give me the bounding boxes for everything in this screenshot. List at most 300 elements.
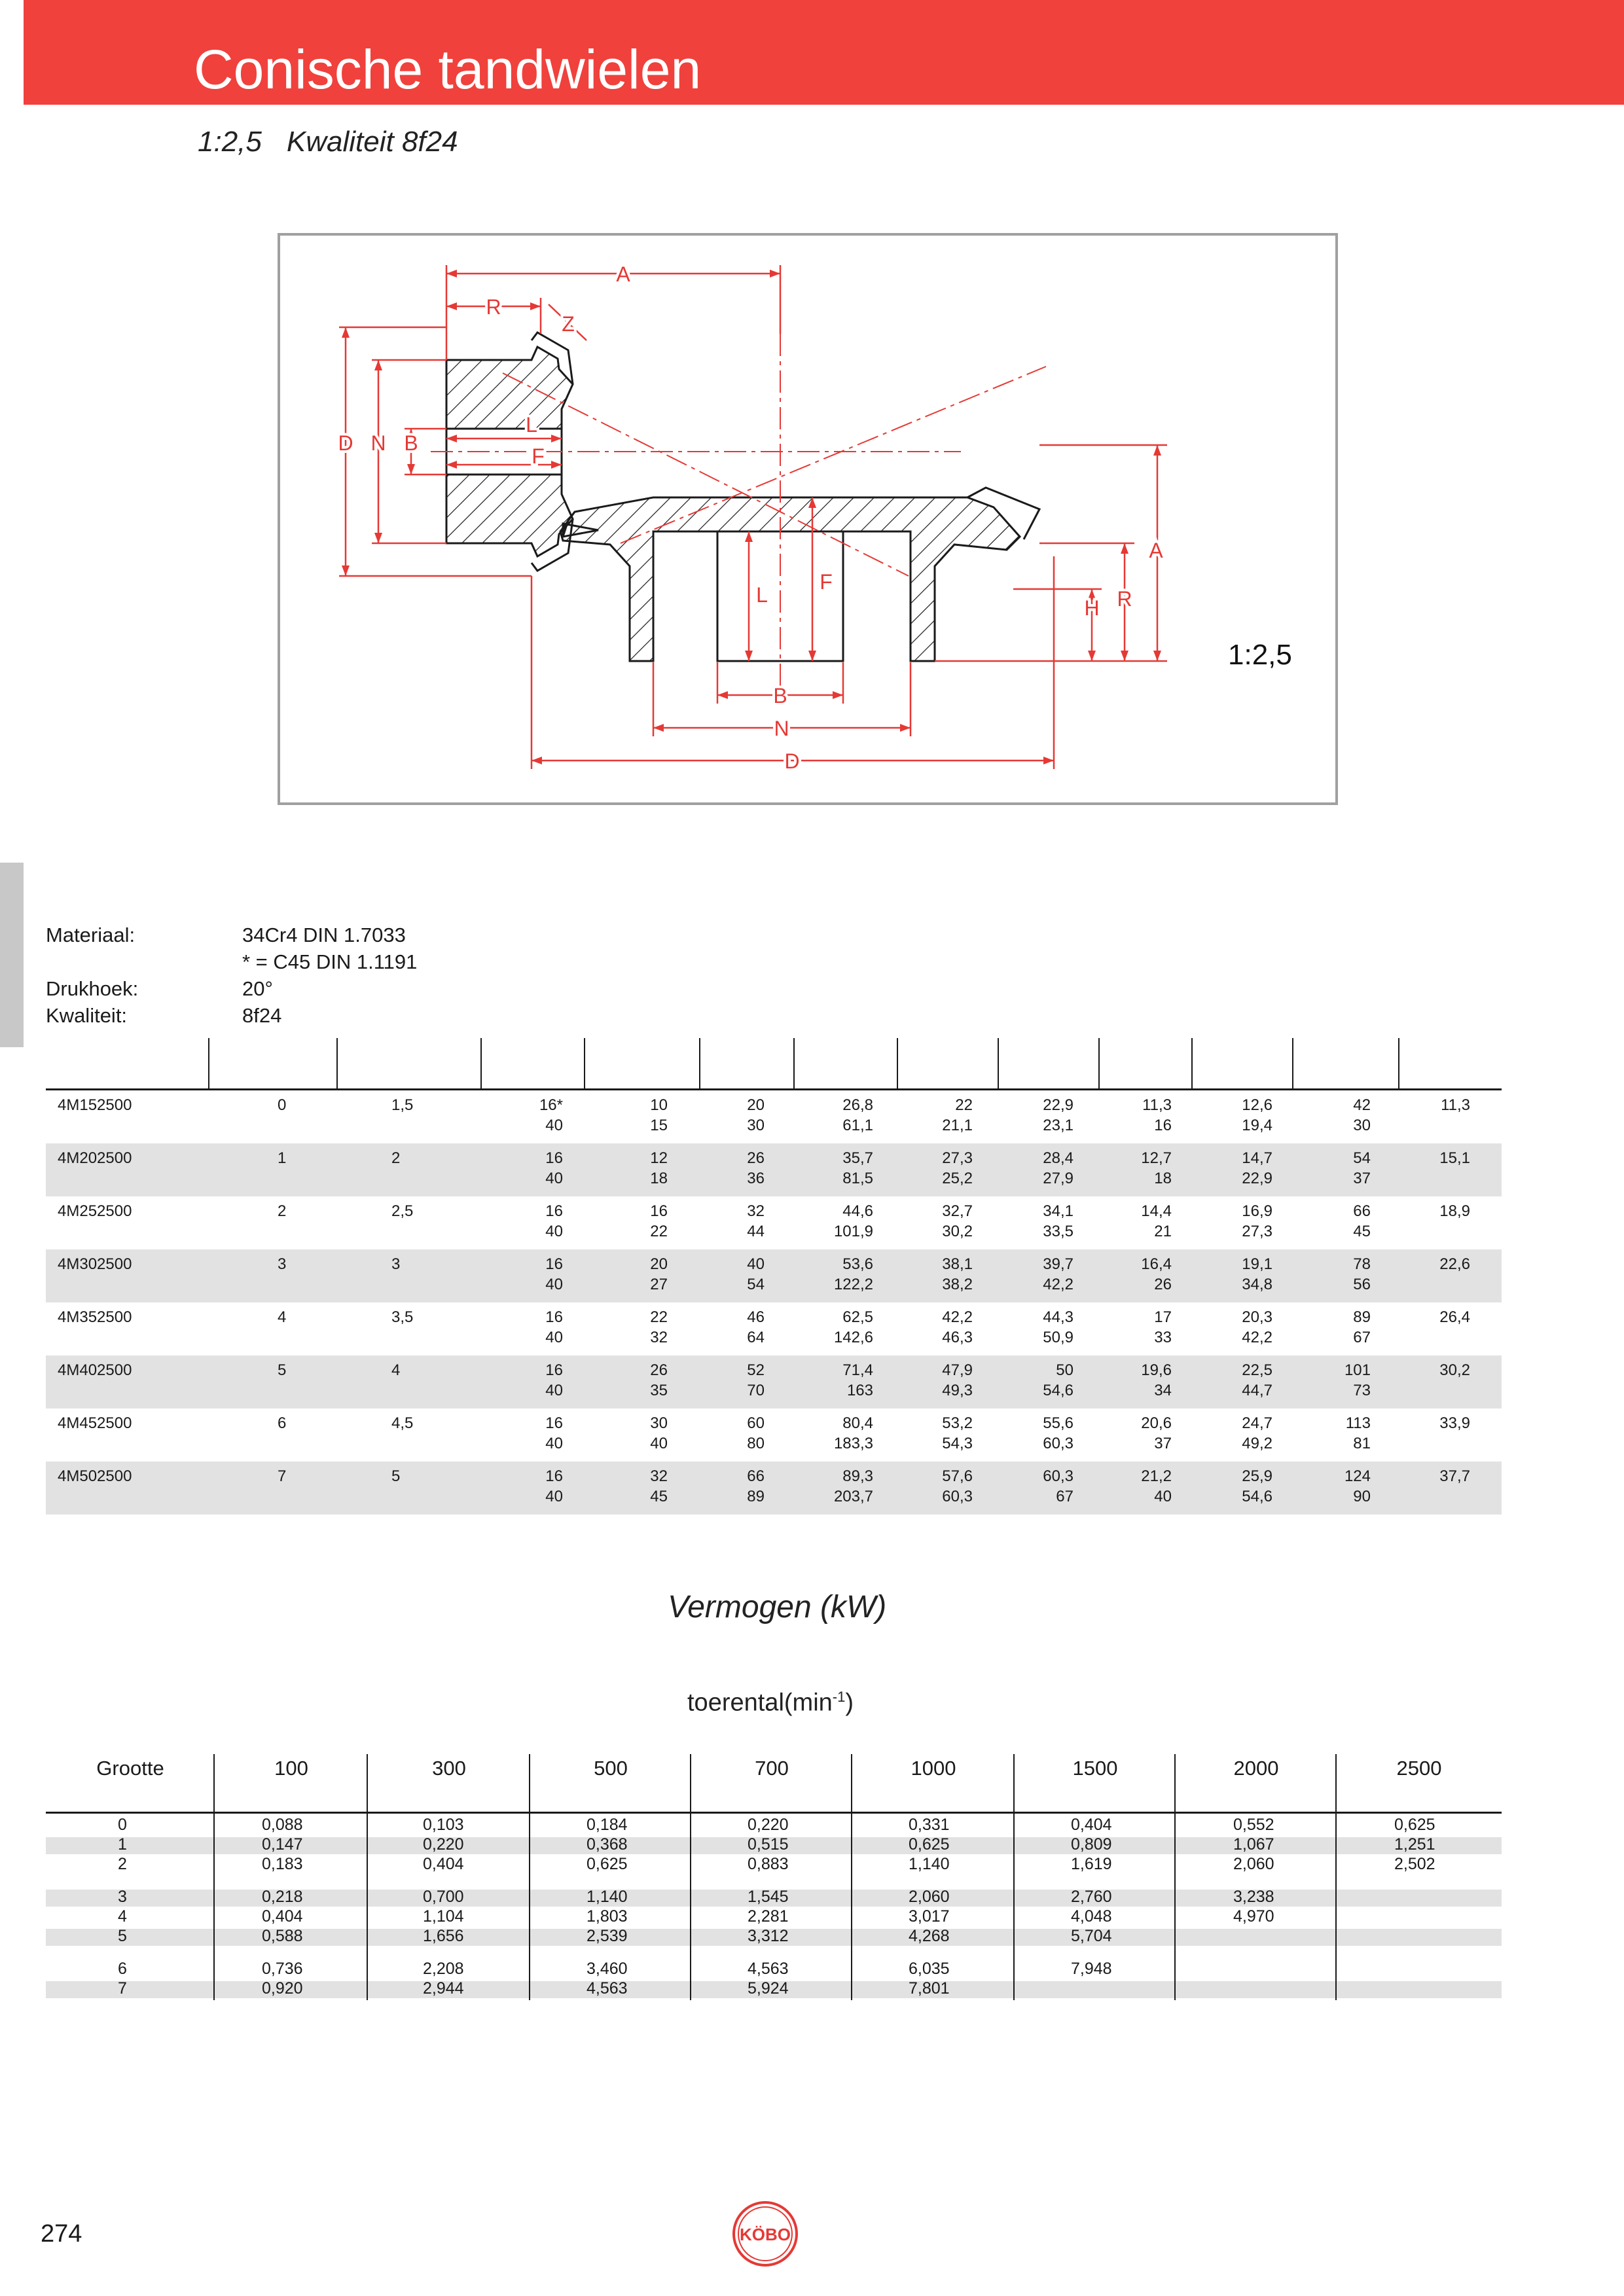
table-cell: 67 <box>1056 1488 1074 1505</box>
table-cell: 16 <box>545 1467 563 1485</box>
dim-label-pinion-z: Z <box>562 312 575 336</box>
table-cell: 1,5 <box>391 1096 414 1114</box>
table-cell: 2,5 <box>391 1202 414 1220</box>
table-row <box>46 1196 1502 1249</box>
page-title: Conische tandwielen <box>194 39 702 100</box>
power-table-header-divider <box>46 1812 1502 1814</box>
table-cell: 71,4 <box>842 1361 873 1379</box>
table-cell: 60,3 <box>1043 1435 1074 1452</box>
power-table-column-divider <box>529 1754 530 2000</box>
dim-label-gear-a: A <box>1149 539 1163 562</box>
table-cell: 54,6 <box>1043 1382 1074 1399</box>
power-table-cell: 0,183 <box>262 1855 303 1873</box>
table-cell: 70 <box>747 1382 765 1399</box>
table-row <box>46 1143 1502 1196</box>
table-cell: 30 <box>1353 1117 1371 1134</box>
table-cell: 80,4 <box>842 1414 873 1432</box>
dim-label-gear-h: H <box>1084 596 1100 620</box>
table-cell: 101 <box>1344 1361 1371 1379</box>
power-table-cell: 4,563 <box>586 1979 628 1998</box>
table-cell: 15,1 <box>1439 1149 1470 1167</box>
table-cell: 10 <box>650 1096 668 1114</box>
table-cell: 34,1 <box>1043 1202 1074 1220</box>
table-cell: 89 <box>747 1488 765 1505</box>
table-cell: 5 <box>278 1361 287 1379</box>
power-table-cell: 0,920 <box>262 1979 303 1998</box>
table-column-divider <box>336 1038 338 1090</box>
table-cell: 16 <box>545 1308 563 1326</box>
table-cell: 78 <box>1353 1255 1371 1273</box>
table-cell: 49,2 <box>1242 1435 1272 1452</box>
power-table-cell: 1,251 <box>1394 1835 1435 1854</box>
dim-label-gear-l: L <box>756 583 768 607</box>
table-cell: 66 <box>747 1467 765 1485</box>
dim-label-pinion-d: D <box>338 431 353 455</box>
power-table-cell: 0,736 <box>262 1960 303 1978</box>
spec-value: * = C45 DIN 1.1191 <box>242 950 418 973</box>
power-table-cell: 0,218 <box>262 1888 303 1906</box>
table-row <box>46 1462 1502 1515</box>
table-row <box>46 1355 1502 1408</box>
power-table-cell: 3,238 <box>1233 1888 1274 1906</box>
table-cell: 16,4 <box>1141 1255 1172 1273</box>
table-cell: 101,9 <box>833 1223 873 1240</box>
table-cell: 44 <box>747 1223 765 1240</box>
power-table-column-divider <box>1174 1754 1176 2000</box>
table-cell: 23,1 <box>1043 1117 1074 1134</box>
dim-label-pinion-f: F <box>532 444 545 468</box>
power-table-cell: 1,140 <box>909 1855 950 1873</box>
table-cell: 22,6 <box>1439 1255 1470 1273</box>
table-column-divider <box>897 1038 898 1090</box>
table-cell: 60,3 <box>1043 1467 1074 1485</box>
table-column-divider <box>1191 1038 1193 1090</box>
table-cell: 203,7 <box>833 1488 873 1505</box>
power-table-cell: 0,625 <box>586 1855 628 1873</box>
logo-text: KÖBO <box>740 2225 791 2244</box>
diagram-ratio-label: 1:2,5 <box>1228 639 1292 671</box>
dim-label-gear-r: R <box>1117 587 1132 611</box>
table-cell: 30 <box>650 1414 668 1432</box>
power-table-cell: 0,552 <box>1233 1816 1274 1834</box>
power-table-cell: 1,656 <box>423 1927 464 1945</box>
table-column-divider <box>584 1038 585 1090</box>
table-cell: 16 <box>650 1202 668 1220</box>
table-cell: 42 <box>1353 1096 1371 1114</box>
table-cell: 7 <box>278 1467 287 1485</box>
table-cell: 15 <box>650 1117 668 1134</box>
table-cell: 4M402500 <box>58 1361 132 1379</box>
table-cell: 37 <box>1154 1435 1172 1452</box>
table-cell: 19,6 <box>1141 1361 1172 1379</box>
table-cell: 53,2 <box>942 1414 973 1432</box>
power-table-cell: 1 <box>118 1835 127 1854</box>
table-cell: 142,6 <box>833 1329 873 1346</box>
table-cell: 21 <box>1154 1223 1172 1240</box>
table-column-divider <box>998 1038 999 1090</box>
table-cell: 124 <box>1344 1467 1371 1485</box>
power-table-cell: 7,948 <box>1071 1960 1112 1978</box>
gear-diagram <box>278 233 1338 805</box>
table-cell: 47,9 <box>942 1361 973 1379</box>
table-cell: 89,3 <box>842 1467 873 1485</box>
table-cell: 73 <box>1353 1382 1371 1399</box>
table-cell: 40 <box>545 1329 563 1346</box>
table-cell: 183,3 <box>833 1435 873 1452</box>
table-cell: 30,2 <box>1439 1361 1470 1379</box>
table-cell: 42,2 <box>942 1308 973 1326</box>
table-cell: 4,5 <box>391 1414 414 1432</box>
table-cell: 38,1 <box>942 1255 973 1273</box>
power-table-cell: 0,331 <box>909 1816 950 1834</box>
table-column-divider <box>1398 1038 1399 1090</box>
power-table-cell: 3,312 <box>748 1927 789 1945</box>
table-cell: 27,9 <box>1043 1170 1074 1187</box>
table-cell: 67 <box>1353 1329 1371 1346</box>
table-cell: 14,7 <box>1242 1149 1272 1167</box>
power-table-column-divider <box>213 1754 215 2000</box>
table-column-divider <box>793 1038 795 1090</box>
power-table-cell: 1,140 <box>586 1888 628 1906</box>
table-cell: 26 <box>650 1361 668 1379</box>
table-cell: 32 <box>650 1467 668 1485</box>
table-cell: 4M302500 <box>58 1255 132 1273</box>
table-cell: 18,9 <box>1439 1202 1470 1220</box>
power-table-column-divider <box>690 1754 691 2000</box>
power-table-cell: 7,801 <box>909 1979 950 1998</box>
table-cell: 17 <box>1154 1308 1172 1326</box>
table-cell: 21,2 <box>1141 1467 1172 1485</box>
table-cell: 35,7 <box>842 1149 873 1167</box>
power-table-cell: 5,704 <box>1071 1927 1112 1945</box>
table-cell: 3 <box>391 1255 401 1273</box>
table-cell: 12 <box>650 1149 668 1167</box>
power-table-cell: 0,625 <box>909 1835 950 1854</box>
kobo-logo <box>731 2199 800 2269</box>
table-cell: 22 <box>955 1096 973 1114</box>
table-cell: 4 <box>278 1308 287 1326</box>
table-cell: 113 <box>1345 1414 1371 1432</box>
power-table-cell: 0,147 <box>262 1835 303 1854</box>
power-table-cell: 2 <box>118 1855 127 1873</box>
power-table-cell: 7 <box>118 1979 127 1998</box>
table-cell: 32 <box>650 1329 668 1346</box>
table-cell: 16 <box>545 1255 563 1273</box>
table-cell: 40 <box>545 1117 563 1134</box>
table-cell: 20,6 <box>1141 1414 1172 1432</box>
table-cell: 16 <box>1154 1117 1172 1134</box>
side-tab <box>0 863 24 1047</box>
power-table-cell: 0,700 <box>423 1888 464 1906</box>
table-cell: 38,2 <box>942 1276 973 1293</box>
power-header-rpm: 1000 <box>911 1757 956 1780</box>
power-table-column-divider <box>851 1754 852 2000</box>
spec-label: Drukhoek: <box>46 977 139 1000</box>
table-cell: 46,3 <box>942 1329 973 1346</box>
table-cell: 50 <box>1056 1361 1074 1379</box>
table-cell: 26 <box>1154 1276 1172 1293</box>
dim-label-gear-f: F <box>820 570 833 594</box>
power-table-cell: 0,515 <box>748 1835 789 1854</box>
table-cell: 2 <box>391 1149 401 1167</box>
table-cell: 26 <box>747 1149 765 1167</box>
power-table-cell: 0,625 <box>1394 1816 1435 1834</box>
subtitle <box>198 126 458 158</box>
table-cell: 24,7 <box>1242 1414 1272 1432</box>
table-cell: 54 <box>747 1276 765 1293</box>
spec-value: 20° <box>242 977 273 1000</box>
table-cell: 18 <box>650 1170 668 1187</box>
table-cell: 33 <box>1154 1329 1172 1346</box>
power-table-cell: 5,924 <box>748 1979 789 1998</box>
power-table-cell: 3,460 <box>586 1960 628 1978</box>
power-table <box>46 1754 1502 2003</box>
table-cell: 54,3 <box>942 1435 973 1452</box>
dimension-table <box>46 1038 1502 1516</box>
table-cell: 0 <box>278 1096 287 1114</box>
table-cell: 62,5 <box>842 1308 873 1326</box>
table-cell: 20,3 <box>1242 1308 1272 1326</box>
table-cell: 27,3 <box>942 1149 973 1167</box>
table-cell: 44,6 <box>842 1202 873 1220</box>
table-cell: 40 <box>545 1435 563 1452</box>
table-row <box>46 1408 1502 1462</box>
table-cell: 81 <box>1353 1435 1371 1452</box>
gear-drawing <box>280 236 1335 802</box>
table-cell: 16 <box>545 1202 563 1220</box>
table-cell: 22,9 <box>1043 1096 1074 1114</box>
dim-label-pinion-a: A <box>616 262 630 286</box>
power-table-cell: 6,035 <box>909 1960 950 1978</box>
table-cell: 55,6 <box>1043 1414 1074 1432</box>
power-table-cell: 6 <box>118 1960 127 1978</box>
table-cell: 18 <box>1154 1170 1172 1187</box>
power-table-cell: 0,184 <box>586 1816 628 1834</box>
table-column-divider <box>1098 1038 1100 1090</box>
table-cell: 3,5 <box>391 1308 414 1326</box>
spec-value: 34Cr4 DIN 1.7033 <box>242 924 406 946</box>
power-header-rpm: 700 <box>755 1757 789 1780</box>
power-table-cell: 2,208 <box>423 1960 464 1978</box>
table-cell: 4 <box>391 1361 401 1379</box>
table-cell: 40 <box>545 1488 563 1505</box>
table-cell: 5 <box>391 1467 401 1485</box>
table-cell: 36 <box>747 1170 765 1187</box>
power-table-cell: 2,539 <box>586 1927 628 1945</box>
power-title: Vermogen (kW) <box>668 1590 887 1624</box>
power-table-cell: 2,060 <box>1233 1855 1274 1873</box>
table-header-divider <box>46 1088 1502 1090</box>
table-cell: 30,2 <box>942 1223 973 1240</box>
power-header-rpm: 1500 <box>1072 1757 1118 1780</box>
table-cell: 6 <box>278 1414 287 1432</box>
table-cell: 4M252500 <box>58 1202 132 1220</box>
table-cell: 49,3 <box>942 1382 973 1399</box>
table-cell: 34 <box>1154 1382 1172 1399</box>
table-cell: 30 <box>747 1117 765 1134</box>
power-table-cell: 4,268 <box>909 1927 950 1945</box>
table-cell: 32 <box>747 1202 765 1220</box>
table-cell: 12,6 <box>1242 1096 1272 1114</box>
power-table-cell: 0 <box>118 1816 127 1834</box>
power-table-cell: 0,368 <box>586 1835 628 1854</box>
spec-value: 8f24 <box>242 1004 282 1027</box>
table-cell: 61,1 <box>842 1117 873 1134</box>
table-cell: 11,3 <box>1441 1096 1470 1114</box>
table-cell: 44,7 <box>1242 1382 1272 1399</box>
table-cell: 54 <box>1353 1149 1371 1167</box>
rpm-title-close: ) <box>845 1689 854 1717</box>
table-cell: 40 <box>545 1276 563 1293</box>
table-cell: 1 <box>278 1149 287 1167</box>
power-table-cell: 1,104 <box>423 1907 464 1926</box>
table-cell: 4M202500 <box>58 1149 132 1167</box>
table-cell: 27,3 <box>1242 1223 1272 1240</box>
dim-label-gear-n: N <box>774 717 789 740</box>
table-cell: 50,9 <box>1043 1329 1074 1346</box>
table-cell: 19,4 <box>1242 1117 1272 1134</box>
power-table-cell: 0,588 <box>262 1927 303 1945</box>
table-cell: 52 <box>747 1361 765 1379</box>
table-cell: 25,2 <box>942 1170 973 1187</box>
power-table-cell: 0,883 <box>748 1855 789 1873</box>
table-cell: 25,9 <box>1242 1467 1272 1485</box>
table-cell: 37 <box>1353 1170 1371 1187</box>
power-table-cell: 2,944 <box>423 1979 464 1998</box>
table-cell: 163 <box>846 1382 873 1399</box>
table-cell: 21,1 <box>942 1117 973 1134</box>
table-cell: 40 <box>747 1255 765 1273</box>
power-table-cell: 0,404 <box>262 1907 303 1926</box>
table-column-divider <box>480 1038 482 1090</box>
table-cell: 27 <box>650 1276 668 1293</box>
power-header-rpm: 2000 <box>1233 1757 1279 1780</box>
table-cell: 57,6 <box>942 1467 973 1485</box>
table-cell: 40 <box>545 1382 563 1399</box>
power-header-rpm: 2500 <box>1396 1757 1442 1780</box>
power-table-cell: 5 <box>118 1927 127 1945</box>
table-cell: 16* <box>539 1096 563 1114</box>
table-cell: 12,7 <box>1141 1149 1172 1167</box>
table-cell: 45 <box>1353 1223 1371 1240</box>
table-cell: 45 <box>650 1488 668 1505</box>
table-cell: 20 <box>650 1255 668 1273</box>
table-cell: 22,5 <box>1242 1361 1272 1379</box>
power-table-cell: 2,281 <box>748 1907 789 1926</box>
table-cell: 60,3 <box>942 1488 973 1505</box>
rpm-title <box>687 1689 854 1717</box>
table-cell: 40 <box>1154 1488 1172 1505</box>
table-cell: 16,9 <box>1242 1202 1272 1220</box>
spec-label: Materiaal: <box>46 924 135 946</box>
rpm-title-exponent: -1 <box>832 1689 846 1705</box>
power-table-column-divider <box>1013 1754 1015 2000</box>
page-number: 274 <box>41 2220 82 2248</box>
spec-label: Kwaliteit: <box>46 1004 128 1027</box>
power-table-cell: 0,809 <box>1071 1835 1112 1854</box>
table-cell: 122,2 <box>833 1276 873 1293</box>
power-header-rpm: 100 <box>274 1757 308 1780</box>
power-table-cell: 4 <box>118 1907 127 1926</box>
dim-label-pinion-r: R <box>486 295 501 319</box>
power-table-cell: 3 <box>118 1888 127 1906</box>
table-cell: 26,4 <box>1439 1308 1470 1326</box>
table-cell: 22,9 <box>1242 1170 1272 1187</box>
table-cell: 32,7 <box>942 1202 973 1220</box>
power-table-cell: 2,760 <box>1071 1888 1112 1906</box>
table-cell: 39,7 <box>1043 1255 1074 1273</box>
table-cell: 56 <box>1353 1276 1371 1293</box>
dim-label-gear-d: D <box>784 749 800 773</box>
power-table-cell: 0,404 <box>423 1855 464 1873</box>
table-cell: 40 <box>545 1223 563 1240</box>
table-cell: 34,8 <box>1242 1276 1272 1293</box>
power-table-cell: 3,017 <box>909 1907 950 1926</box>
power-table-cell: 4,563 <box>748 1960 789 1978</box>
rpm-title-text: toerental(min <box>687 1689 833 1717</box>
power-header-rpm: 500 <box>594 1757 628 1780</box>
table-cell: 16 <box>545 1149 563 1167</box>
table-cell: 3 <box>278 1255 287 1273</box>
table-cell: 28,4 <box>1043 1149 1074 1167</box>
power-table-cell: 0,220 <box>423 1835 464 1854</box>
table-cell: 33,9 <box>1439 1414 1470 1432</box>
table-cell: 35 <box>650 1382 668 1399</box>
table-cell: 42,2 <box>1043 1276 1074 1293</box>
table-cell: 42,2 <box>1242 1329 1272 1346</box>
table-cell: 54,6 <box>1242 1488 1272 1505</box>
table-cell: 4M152500 <box>58 1096 132 1114</box>
power-table-cell: 2,060 <box>909 1888 950 1906</box>
power-table-column-divider <box>367 1754 368 2000</box>
dim-label-gear-b: B <box>773 684 787 708</box>
power-table-cell: 1,619 <box>1071 1855 1112 1873</box>
table-cell: 40 <box>545 1170 563 1187</box>
power-table-cell: 0,103 <box>423 1816 464 1834</box>
table-cell: 22 <box>650 1223 668 1240</box>
table-cell: 22 <box>650 1308 668 1326</box>
table-cell: 46 <box>747 1308 765 1326</box>
table-cell: 16 <box>545 1361 563 1379</box>
table-cell: 37,7 <box>1439 1467 1470 1485</box>
power-table-cell: 1,545 <box>748 1888 789 1906</box>
table-cell: 89 <box>1353 1308 1371 1326</box>
table-cell: 19,1 <box>1242 1255 1272 1273</box>
table-column-divider <box>1292 1038 1293 1090</box>
dim-label-pinion-l: L <box>526 413 537 437</box>
table-cell: 26,8 <box>842 1096 873 1114</box>
table-cell: 80 <box>747 1435 765 1452</box>
subtitle-quality: Kwaliteit 8f24 <box>286 126 458 158</box>
power-table-cell: 4,970 <box>1233 1907 1274 1926</box>
table-cell: 16 <box>545 1414 563 1432</box>
table-cell: 14,4 <box>1141 1202 1172 1220</box>
table-cell: 44,3 <box>1043 1308 1074 1326</box>
dim-label-pinion-b: B <box>404 431 418 455</box>
table-column-divider <box>208 1038 209 1090</box>
table-cell: 4M502500 <box>58 1467 132 1485</box>
table-cell: 90 <box>1353 1488 1371 1505</box>
dim-label-pinion-n: N <box>370 431 386 455</box>
power-header-size: Grootte <box>96 1757 164 1780</box>
power-table-cell: 0,404 <box>1071 1816 1112 1834</box>
power-table-cell: 1,067 <box>1233 1835 1274 1854</box>
power-table-cell: 1,803 <box>586 1907 628 1926</box>
power-header-rpm: 300 <box>432 1757 466 1780</box>
table-row <box>46 1302 1502 1355</box>
subtitle-ratio: 1:2,5 <box>198 126 262 158</box>
table-cell: 33,5 <box>1043 1223 1074 1240</box>
